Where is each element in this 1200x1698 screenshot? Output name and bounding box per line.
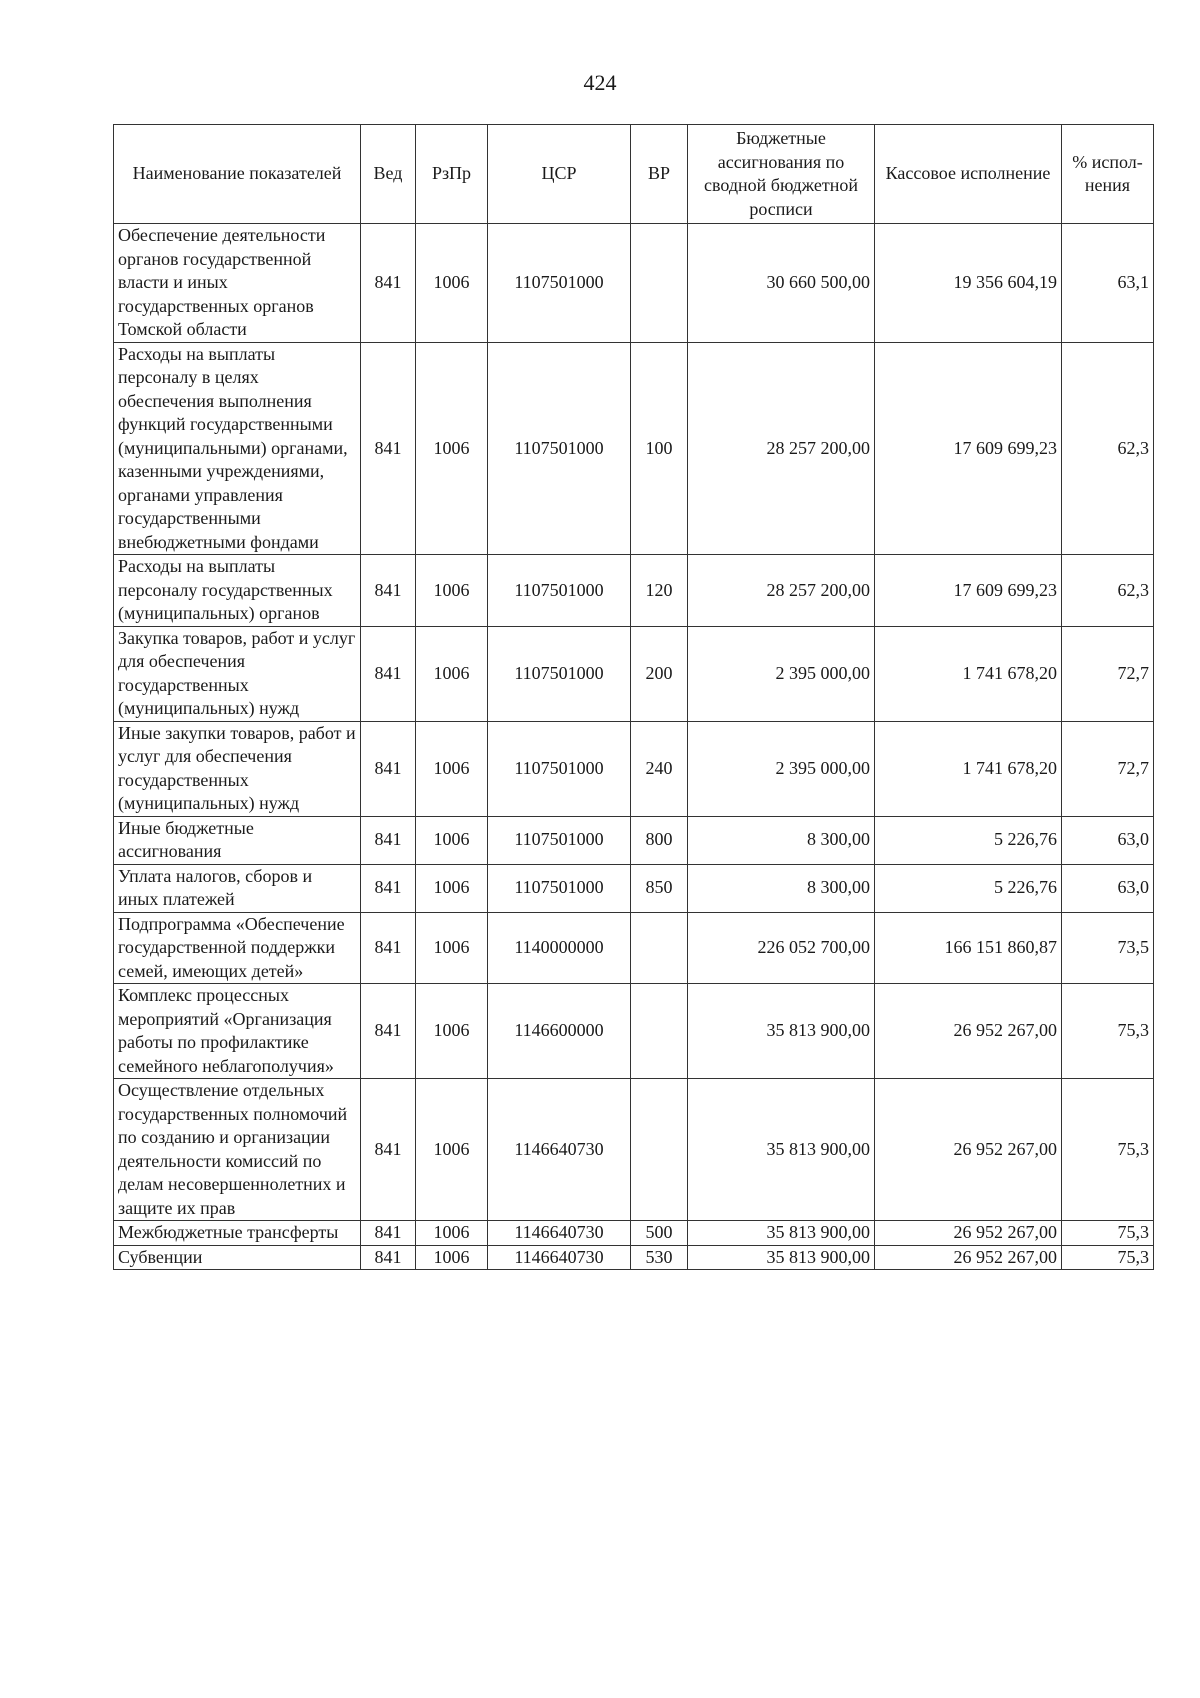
row-csr: 1107501000 <box>488 224 631 343</box>
table-header-row <box>114 125 1154 224</box>
row-vr: 240 <box>631 721 688 816</box>
row-name: Межбюджетные трансферты <box>114 1221 361 1246</box>
row-cash: 5 226,76 <box>875 864 1062 912</box>
row-budget: 28 257 200,00 <box>688 555 875 627</box>
row-ved: 841 <box>361 912 416 984</box>
row-ved: 841 <box>361 626 416 721</box>
row-csr: 1146600000 <box>488 984 631 1079</box>
row-ved: 841 <box>361 721 416 816</box>
row-cash: 26 952 267,00 <box>875 1079 1062 1221</box>
row-ved: 841 <box>361 1079 416 1221</box>
row-ved: 841 <box>361 342 416 555</box>
table-row <box>114 816 1154 864</box>
row-rzpr: 1006 <box>416 224 488 343</box>
row-rzpr: 1006 <box>416 864 488 912</box>
row-csr: 1107501000 <box>488 816 631 864</box>
row-csr: 1140000000 <box>488 912 631 984</box>
row-percent: 72,7 <box>1062 721 1154 816</box>
row-percent: 75,3 <box>1062 1079 1154 1221</box>
row-csr: 1107501000 <box>488 555 631 627</box>
row-budget: 35 813 900,00 <box>688 984 875 1079</box>
row-vr: 120 <box>631 555 688 627</box>
header-ved: Вед <box>361 125 416 224</box>
row-rzpr: 1006 <box>416 342 488 555</box>
row-rzpr: 1006 <box>416 626 488 721</box>
row-rzpr: 1006 <box>416 721 488 816</box>
row-cash: 26 952 267,00 <box>875 1245 1062 1270</box>
row-vr: 800 <box>631 816 688 864</box>
row-name: Иные закупки товаров, работ и услуг для обеспечения государственных (муниципальных) нужд <box>114 721 361 816</box>
row-percent: 75,3 <box>1062 1245 1154 1270</box>
row-percent: 62,3 <box>1062 342 1154 555</box>
row-percent: 75,3 <box>1062 1221 1154 1246</box>
row-budget: 8 300,00 <box>688 816 875 864</box>
row-percent: 63,0 <box>1062 816 1154 864</box>
row-vr <box>631 984 688 1079</box>
row-budget: 2 395 000,00 <box>688 721 875 816</box>
row-cash: 166 151 860,87 <box>875 912 1062 984</box>
table-row <box>114 721 1154 816</box>
row-csr: 1107501000 <box>488 342 631 555</box>
row-budget: 35 813 900,00 <box>688 1079 875 1221</box>
table-row <box>114 864 1154 912</box>
header-vr: ВР <box>631 125 688 224</box>
row-percent: 63,0 <box>1062 864 1154 912</box>
row-name: Осуществление отдельных государственных полномочий по созданию и организации деятельности комиссий по делам несовершеннолетних и защите их прав <box>114 1079 361 1221</box>
row-cash: 26 952 267,00 <box>875 1221 1062 1246</box>
header-cash: Кассовое исполнение <box>875 125 1062 224</box>
row-ved: 841 <box>361 864 416 912</box>
page-number: 424 <box>583 70 617 95</box>
row-ved: 841 <box>361 1245 416 1270</box>
row-name: Обеспечение деятельности органов государственной власти и иных государственных органов Томской области <box>114 224 361 343</box>
table-row <box>114 342 1154 555</box>
row-budget: 35 813 900,00 <box>688 1221 875 1246</box>
row-budget: 28 257 200,00 <box>688 342 875 555</box>
row-budget: 30 660 500,00 <box>688 224 875 343</box>
row-vr: 530 <box>631 1245 688 1270</box>
table-row <box>114 912 1154 984</box>
row-csr: 1107501000 <box>488 864 631 912</box>
row-percent: 62,3 <box>1062 555 1154 627</box>
row-csr: 1146640730 <box>488 1221 631 1246</box>
row-rzpr: 1006 <box>416 816 488 864</box>
row-cash: 1 741 678,20 <box>875 626 1062 721</box>
row-vr: 500 <box>631 1221 688 1246</box>
table-row <box>114 1245 1154 1270</box>
header-budget: Бюджетные ассигнования по сводной бюджетной росписи <box>688 125 875 224</box>
row-cash: 5 226,76 <box>875 816 1062 864</box>
row-cash: 17 609 699,23 <box>875 555 1062 627</box>
row-name: Расходы на выплаты персоналу государственных (муниципальных) органов <box>114 555 361 627</box>
header-percent: % испол-нения <box>1062 125 1154 224</box>
row-name: Субвенции <box>114 1245 361 1270</box>
row-budget: 8 300,00 <box>688 864 875 912</box>
row-budget: 35 813 900,00 <box>688 1245 875 1270</box>
row-cash: 19 356 604,19 <box>875 224 1062 343</box>
row-csr: 1146640730 <box>488 1079 631 1221</box>
row-cash: 17 609 699,23 <box>875 342 1062 555</box>
row-vr <box>631 912 688 984</box>
budget-table <box>113 124 1154 1270</box>
row-ved: 841 <box>361 816 416 864</box>
row-csr: 1107501000 <box>488 721 631 816</box>
table-row <box>114 1079 1154 1221</box>
header-csr: ЦСР <box>488 125 631 224</box>
row-percent: 63,1 <box>1062 224 1154 343</box>
header-name: Наименование показателей <box>114 125 361 224</box>
row-ved: 841 <box>361 555 416 627</box>
row-name: Комплекс процессных мероприятий «Организация работы по профилактике семейного неблагополучия» <box>114 984 361 1079</box>
row-csr: 1146640730 <box>488 1245 631 1270</box>
row-name: Подпрограмма «Обеспечение государственной поддержки семей, имеющих детей» <box>114 912 361 984</box>
row-name: Расходы на выплаты персоналу в целях обеспечения выполнения функций государственными (муниципальными) органами, казенными учреждениями, органами управления государственными внебюджетными фондами <box>114 342 361 555</box>
row-cash: 1 741 678,20 <box>875 721 1062 816</box>
table-row <box>114 626 1154 721</box>
row-rzpr: 1006 <box>416 555 488 627</box>
table-row <box>114 555 1154 627</box>
table-row <box>114 1221 1154 1246</box>
row-ved: 841 <box>361 984 416 1079</box>
row-percent: 75,3 <box>1062 984 1154 1079</box>
row-rzpr: 1006 <box>416 984 488 1079</box>
row-rzpr: 1006 <box>416 1245 488 1270</box>
row-rzpr: 1006 <box>416 1079 488 1221</box>
row-cash: 26 952 267,00 <box>875 984 1062 1079</box>
row-name: Уплата налогов, сборов и иных платежей <box>114 864 361 912</box>
table-row <box>114 984 1154 1079</box>
row-rzpr: 1006 <box>416 1221 488 1246</box>
row-csr: 1107501000 <box>488 626 631 721</box>
row-vr: 100 <box>631 342 688 555</box>
row-budget: 2 395 000,00 <box>688 626 875 721</box>
row-vr <box>631 1079 688 1221</box>
table-row <box>114 224 1154 343</box>
row-name: Иные бюджетные ассигнования <box>114 816 361 864</box>
row-percent: 73,5 <box>1062 912 1154 984</box>
row-percent: 72,7 <box>1062 626 1154 721</box>
row-vr <box>631 224 688 343</box>
header-rzpr: РзПр <box>416 125 488 224</box>
row-vr: 850 <box>631 864 688 912</box>
row-ved: 841 <box>361 1221 416 1246</box>
row-name: Закупка товаров, работ и услуг для обеспечения государственных (муниципальных) нужд <box>114 626 361 721</box>
row-ved: 841 <box>361 224 416 343</box>
row-rzpr: 1006 <box>416 912 488 984</box>
row-budget: 226 052 700,00 <box>688 912 875 984</box>
row-vr: 200 <box>631 626 688 721</box>
